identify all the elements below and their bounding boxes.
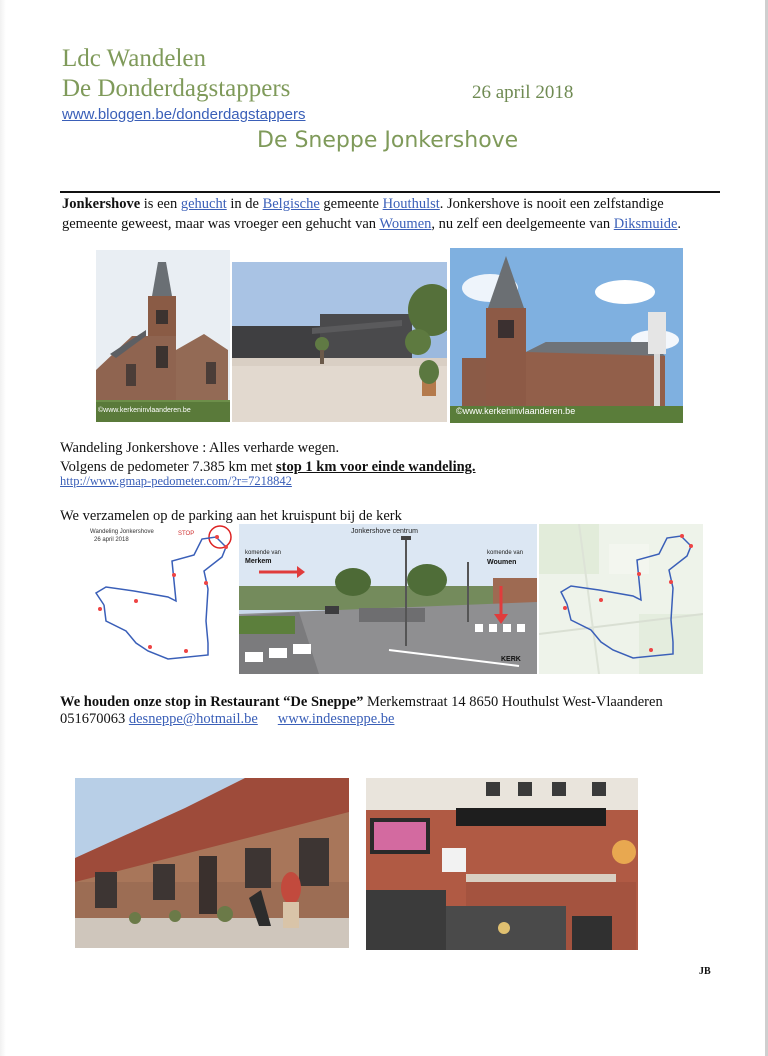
route-map-stop-label: STOP [178,531,195,537]
divider-line [60,191,720,193]
street-view-photo [239,524,537,674]
scan-edge-left [0,0,6,1056]
photo-credit-left: ©www.kerkeninvlaanderen.be [98,407,191,414]
street-from-right-1: komende van [487,550,524,556]
church-photo-2 [450,248,683,423]
intro-text: , nu zelf een deelgemeente van [431,216,614,232]
header-date: 26 april 2018 [472,82,574,103]
intro-text: gemeente [319,196,383,212]
link-diksmuide[interactable]: Diksmuide [613,216,678,232]
intro-text: . Jonkershove is nooit een zelfstandige gemeente geweest, maar was vroeger een gehucht van [62,196,664,232]
link-belgische[interactable]: Belgische [262,196,320,212]
email-link[interactable]: desneppe@hotmail.be [128,711,258,727]
street-from-right-2: Woumen [487,559,517,566]
header-title-line1: Ldc Wandelen [62,45,206,72]
meeting-text: We verzamelen op de parking aan het kruispunt bij de kerk [60,508,402,524]
intro-text: . [677,216,682,232]
intro-text: in de [226,196,263,212]
church-photo-1 [96,250,230,422]
route-map-left [76,525,236,665]
photo-credit-right: ©www.kerkeninvlaanderen.be [456,406,576,416]
stop-info-phone: 051670063 [60,711,129,727]
route-map-date: 26 april 2018 [94,537,129,543]
street-from-left-1: komende van [245,550,282,556]
walk-line-2-text: Volgens de pedometer 7.385 km met [60,459,276,475]
link-gehucht[interactable]: gehucht [180,196,227,212]
walk-line-1: Wandeling Jonkershove : Alles verharde wegen. [60,440,340,456]
link-houthulst[interactable]: Houthulst [382,196,440,212]
header-title-line2: De Donderdagstappers [62,75,291,102]
stop-info-line-2 [60,709,394,729]
intro-paragraph [62,194,722,234]
intro-text: is een [140,196,181,212]
route-map-title: Wandeling Jonkershove [90,529,154,535]
street-title: Jonkershove centrum [351,528,418,535]
pedometer-link[interactable]: http://www.gmap-pedometer.com/?r=7218842 [60,474,292,488]
route-map-right [539,524,703,674]
square-photo [232,262,447,422]
street-from-left-2: Merkem [245,558,272,565]
intro-bold-word: Jonkershove [62,196,141,212]
page-subtitle: De Sneppe Jonkershove [257,128,519,153]
stop-info-bold: We houden onze stop in Restaurant “De Sneppe” [60,694,364,710]
footer-initials: JB [699,966,711,977]
blog-link[interactable]: www.bloggen.be/donderdagstappers [62,106,306,123]
stop-info-address: Merkemstraat 14 8650 Houthulst West-Vlaanderen [363,694,663,710]
street-kerk-label: KERK [501,656,521,663]
walk-line-2-bold: stop 1 km voor einde wandeling. [276,459,476,475]
restaurant-exterior-photo [75,778,349,948]
restaurant-interior-photo [366,778,638,950]
website-link[interactable]: www.indesneppe.be [277,711,395,727]
link-woumen[interactable]: Woumen [379,216,432,232]
